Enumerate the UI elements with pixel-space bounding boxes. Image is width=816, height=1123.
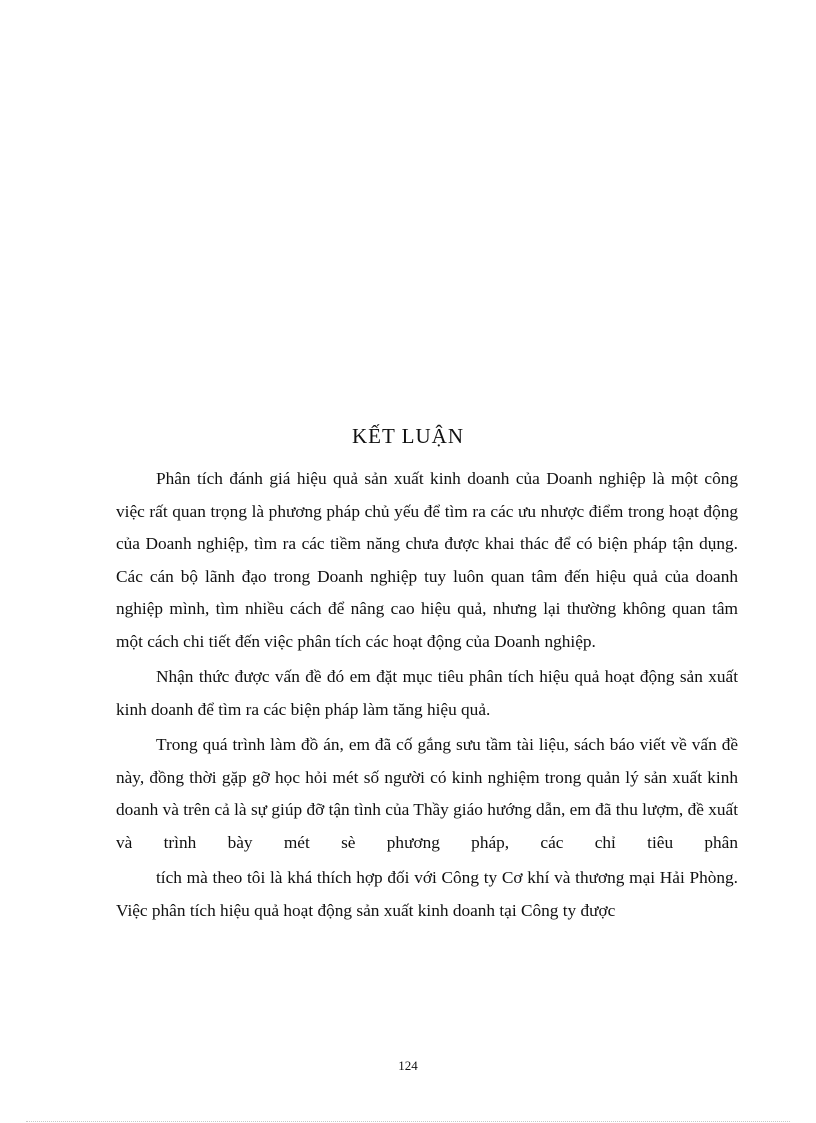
page-bottom-divider [26, 1121, 790, 1122]
paragraph-1: Phân tích đánh giá hiệu quả sản xuất kinh doanh của Doanh nghiệp là một công việc rất quan trọng là phương pháp chủ yếu để tìm ra các ưu nhược điểm trong hoạt động của Doanh nghiệp, tìm ra các tiềm năng chưa được khai thác để có biện pháp tận dụng. Các cán bộ lãnh đạo trong Doanh nghiệp tuy luôn quan tâm đến hiệu quả của doanh nghiệp mình, tìm nhiều cách để nâng cao hiệu quả, nhưng lại thường không quan tâm một cách chi tiết đến việc phân tích các hoạt động của Doanh nghiệp. [116, 469, 738, 651]
paragraph-4: tích mà theo tôi là khá thích hợp đối với Công ty Cơ khí và thương mại Hải Phòng. Việc phân tích hiệu quả hoạt động sản xuất kinh doanh tại Công ty được [116, 868, 738, 920]
body-text [116, 463, 738, 927]
paragraph-3: Trong quá trình làm đồ án, em đã cố gắng sưu tầm tài liệu, sách báo viết về vấn đề này, đồng thời gặp gỡ học hỏi mét số người có kinh nghiệm trong quản lý sản xuất kinh doanh và trên cả là sự giúp đỡ tận tình của Thầy giáo hướng dẫn, em đã thu lượm, đề xuất và trình bày mét sè phương pháp, các chỉ tiêu phân [116, 735, 738, 852]
page-title: KẾT LUẬN [351, 424, 464, 448]
paragraph-2: Nhận thức được vấn đề đó em đặt mục tiêu phân tích hiệu quả hoạt động sản xuất kinh doanh để tìm ra các biện pháp làm tăng hiệu quả. [116, 667, 738, 719]
page-number: 124 [398, 1058, 418, 1073]
